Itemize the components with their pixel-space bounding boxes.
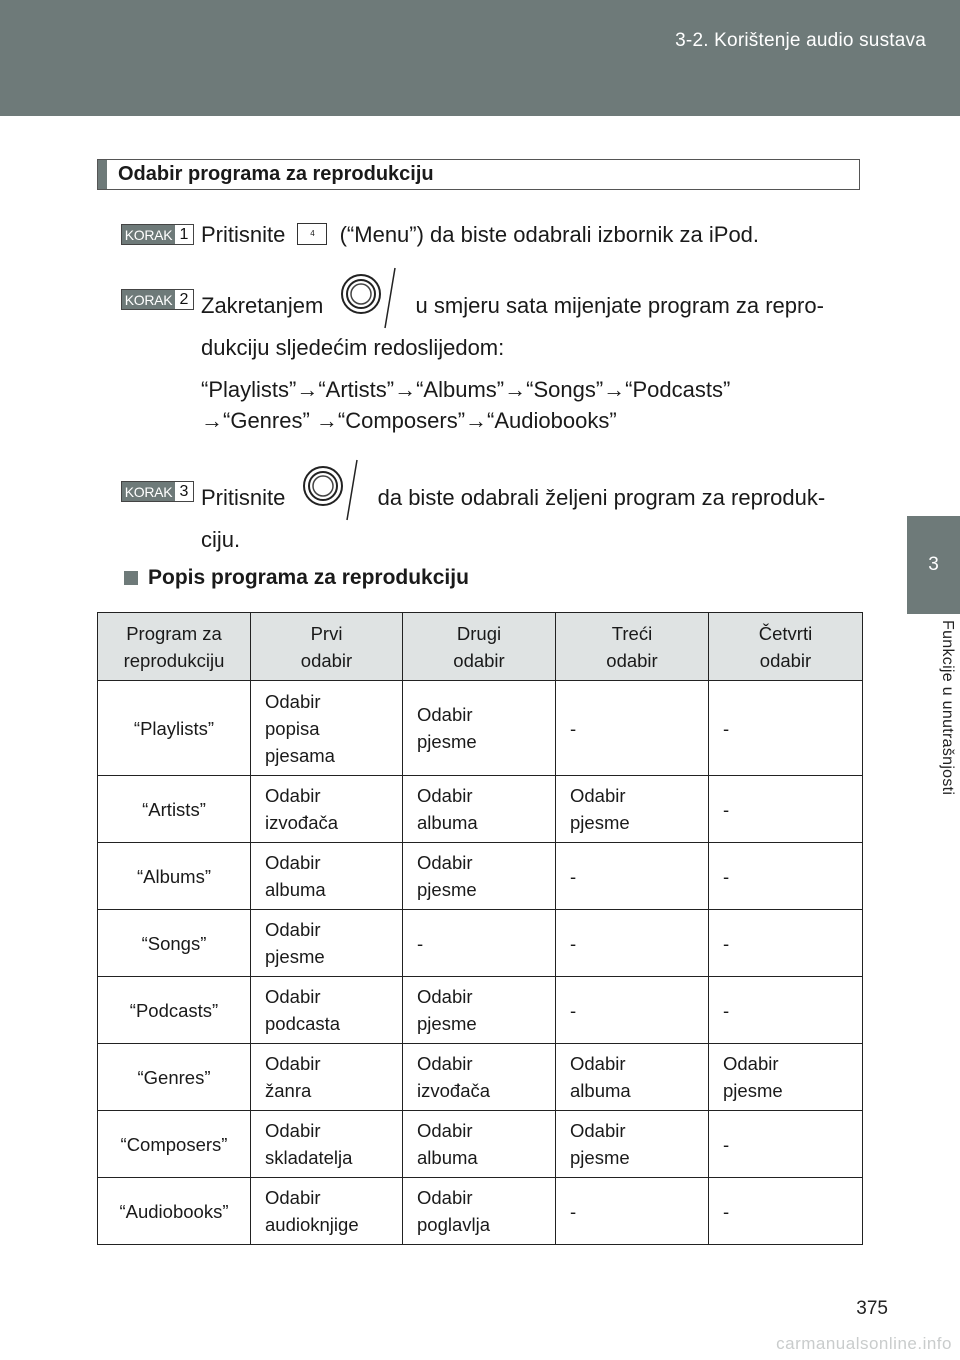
table-row: [98, 1111, 863, 1178]
table-cell: Odabir izvođača: [251, 776, 403, 843]
breadcrumb: 3-2. Korištenje audio sustava: [675, 30, 926, 51]
top-banner: [0, 0, 960, 116]
step-2-line-1: [201, 284, 824, 330]
table-cell: -: [709, 776, 863, 843]
watermark: carmanualsonline.info: [776, 1334, 952, 1353]
table-cell: “Audiobooks”: [98, 1178, 251, 1245]
step-2-sequence-1: “Playlists”→“Artists”→“Albums”→“Songs”→“Podcasts”: [201, 377, 731, 402]
table-cell: Odabir albuma: [403, 776, 556, 843]
step-badge-number: 2: [175, 290, 193, 309]
table-row: [98, 1178, 863, 1245]
table-header-row: [98, 613, 863, 681]
step-badge-1: [121, 224, 194, 245]
column-header: Program za reprodukciju: [98, 613, 251, 681]
step-1-after: (“Menu”) da biste odabrali izbornik za iPod.: [339, 222, 760, 247]
table-cell: -: [709, 681, 863, 776]
table-cell: -: [556, 843, 709, 910]
table-cell: Odabir žanra: [251, 1044, 403, 1111]
column-header: Četvrti odabir: [709, 613, 863, 681]
table-cell: Odabir pjesme: [403, 977, 556, 1044]
step-2-line-2: dukciju sljedećim redoslijedom:: [201, 335, 505, 360]
table-row: [98, 910, 863, 977]
table-row: [98, 977, 863, 1044]
table-cell: Odabir pjesme: [403, 681, 556, 776]
table-row: [98, 1044, 863, 1111]
step-badge-label: KORAK: [122, 482, 175, 501]
chapter-tab[interactable]: 3: [907, 516, 960, 614]
table-cell: Odabir albuma: [251, 843, 403, 910]
table-cell: Odabir pjesme: [403, 843, 556, 910]
step-2-after: u smjeru sata mijenjate program za repro-: [415, 292, 824, 318]
step-badge-2: [121, 289, 194, 310]
step-badge-label: KORAK: [122, 225, 175, 244]
table-cell: -: [709, 910, 863, 977]
step-badge-number: 3: [175, 482, 193, 501]
table-cell: Odabir podcasta: [251, 977, 403, 1044]
step-2-sequence-2: →“Genres” →“Composers”→“Audiobooks”: [201, 408, 617, 433]
table-cell: Odabir pjesme: [556, 1111, 709, 1178]
table-cell: Odabir albuma: [403, 1111, 556, 1178]
menu-key-icon: 4: [297, 223, 327, 245]
step-3-line-2: ciju.: [201, 527, 241, 552]
page-number: 375: [856, 1298, 888, 1319]
step-badge-number: 1: [175, 225, 193, 244]
table-cell: “Albums”: [98, 843, 251, 910]
table-cell: -: [556, 681, 709, 776]
table-row: [98, 776, 863, 843]
table-cell: “Songs”: [98, 910, 251, 977]
table-cell: “Playlists”: [98, 681, 251, 776]
step-3-before: Pritisnite: [201, 484, 286, 510]
section-title-text: Odabir programa za reprodukciju: [118, 163, 434, 185]
table-row: [98, 681, 863, 776]
square-bullet-icon: [124, 571, 138, 585]
table-cell: -: [556, 1178, 709, 1245]
table-cell: Odabir skladatelja: [251, 1111, 403, 1178]
section-title: [97, 159, 860, 190]
table-cell: Odabir albuma: [556, 1044, 709, 1111]
step-3-line-1: [201, 476, 825, 522]
step-badge-3: [121, 481, 194, 502]
table-cell: “Composers”: [98, 1111, 251, 1178]
table-cell: -: [709, 1178, 863, 1245]
table-cell: -: [556, 977, 709, 1044]
tune-knob-icon: [299, 458, 363, 522]
step-badge-label: KORAK: [122, 290, 175, 309]
table-cell: Odabir pjesme: [556, 776, 709, 843]
table-cell: “Podcasts”: [98, 977, 251, 1044]
table-cell: -: [403, 910, 556, 977]
table-cell: Odabir pjesme: [251, 910, 403, 977]
column-header: Treći odabir: [556, 613, 709, 681]
subheading-text: Popis programa za reprodukciju: [148, 566, 469, 589]
table-cell: -: [709, 1111, 863, 1178]
table-cell: -: [709, 977, 863, 1044]
subheading: [124, 566, 469, 590]
table-cell: “Artists”: [98, 776, 251, 843]
step-1-before: Pritisnite: [201, 222, 286, 247]
program-table: [97, 612, 863, 1245]
table-cell: Odabir pjesme: [709, 1044, 863, 1111]
step-3-after: da biste odabrali željeni program za reproduk-: [377, 484, 826, 510]
table-cell: “Genres”: [98, 1044, 251, 1111]
table-cell: Odabir popisa pjesama: [251, 681, 403, 776]
step-1-text: [201, 219, 759, 251]
section-title-bar: [98, 160, 107, 189]
chapter-label: Funkcije u unutrašnjosti: [939, 620, 956, 796]
tune-knob-icon: [337, 266, 401, 330]
table-cell: -: [556, 910, 709, 977]
table-cell: Odabir audioknjige: [251, 1178, 403, 1245]
table-row: [98, 843, 863, 910]
column-header: Prvi odabir: [251, 613, 403, 681]
step-2-before: Zakretanjem: [201, 292, 324, 318]
column-header: Drugi odabir: [403, 613, 556, 681]
table-cell: -: [709, 843, 863, 910]
table-cell: Odabir poglavlja: [403, 1178, 556, 1245]
table-cell: Odabir izvođača: [403, 1044, 556, 1111]
